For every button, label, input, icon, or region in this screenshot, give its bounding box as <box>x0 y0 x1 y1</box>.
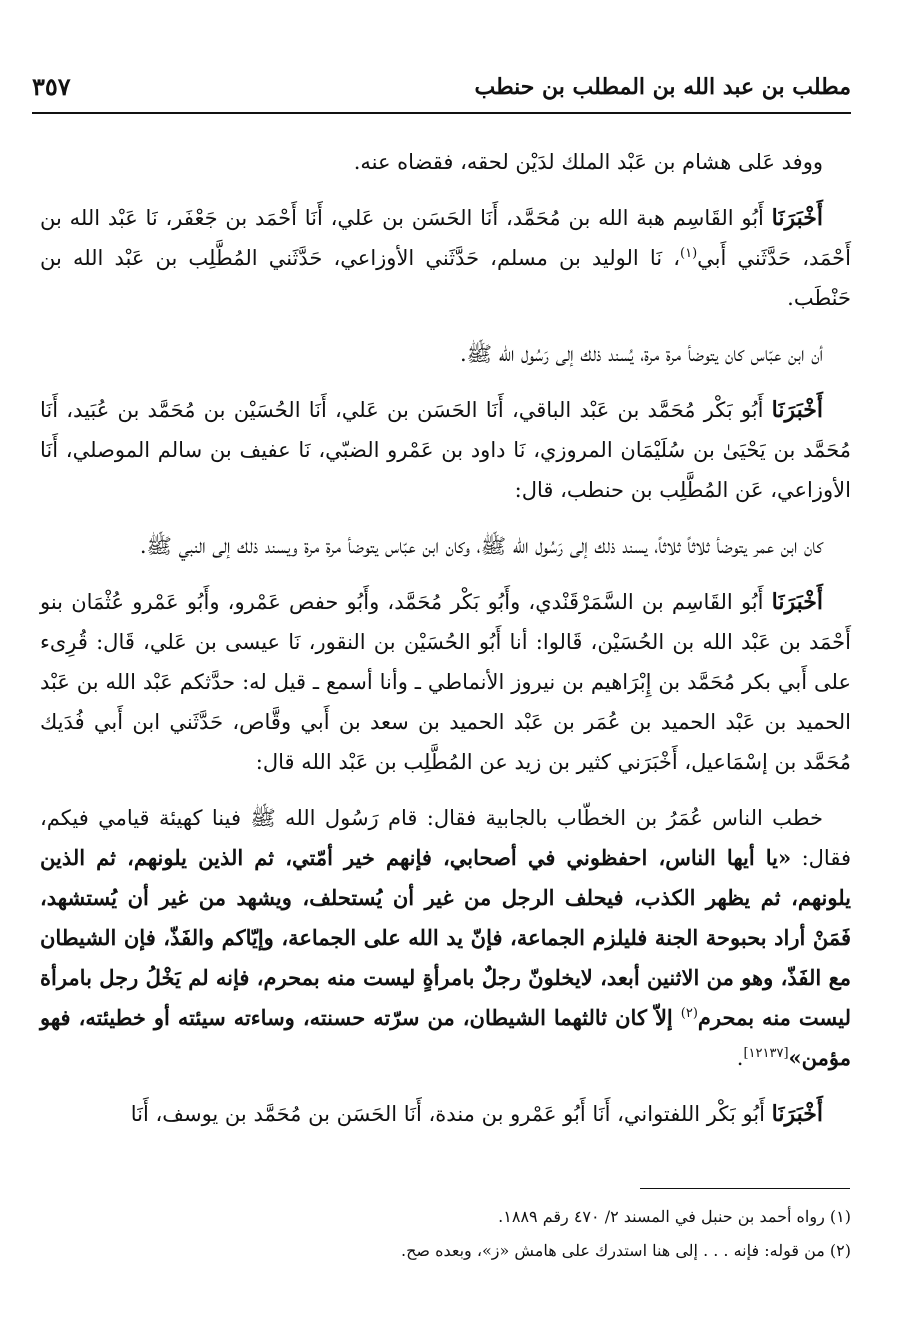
paragraph-5 <box>40 526 851 566</box>
hadith-text: «يا أيها الناس، احفظوني في أصحابي، فإنهم خير أمّتي، ثم الذين يلونهم، ثم الذين يلونهم، ثم يظهر الكذب، فيحلف الرجل من غير أن يُستحلف، ويشهد من غير أن يُستشهد، فَمَنْ أراد بحبوحة الجنة فليلزم الجماعة، فإنّ يد الله على الجماعة، وإيّاكم والفَذّ، فإن الشيطان مع الفَذّ، وهو من الاثنين أبعد، لايخلونّ رجلٌ بامرأةٍ ليست منه بمحرم، فإنه لم يَخْلُ رجل بامرأة ليست منه بمحرم <box>40 845 852 1030</box>
period: . <box>736 1046 744 1070</box>
footnotes <box>200 1200 851 1268</box>
page-number: ٣٥٧ <box>32 72 71 101</box>
isnad-text-cont: ، نَا الوليد بن مسلم، حَدَّثَني الأوزاعي، حَدَّثَني المُطَّلِب بن عَبْد الله بن حَنْطَب. <box>40 246 851 310</box>
paragraph-1 <box>40 142 851 182</box>
isnad-text: أَبُو بَكْر اللفتواني، أَنَا أَبُو عَمْرو بن مندة، أَنَا الحَسَن بن مُحَمَّد بن يوسف، أَنَا <box>130 1102 772 1126</box>
isnad-text: أَبُو بَكْر مُحَمَّد بن عَبْد الباقي، أَنَا الحَسَن بن عَلي، أَنَا الحُسَيْن بن مُحَمَّد بن عُبَيد، أَنَا مُحَمَّد بن يَحْيَىٰ بن سُلَيْمَان المروزي، نَا داود بن عَمْرو الضبّي، نَا عفيف بن سالم الموصلي، أَنَا الأوزاعي، عَن المُطَّلِب بن حنطب، قال: <box>40 398 851 502</box>
footnote-divider <box>640 1188 850 1189</box>
paragraph-2 <box>40 198 851 318</box>
footnote-ref-1: (١) <box>680 246 698 261</box>
matn-text: كان ابن عمر يتوضأ ثلاثاً ثلاثاً، يسند ذلك إلى رَسُول الله ﷺ، وكان ابن عبّاس يتوضأ مرة مرة ويسند ذلك إلى النبي ﷺ. <box>139 534 823 558</box>
paragraph-6 <box>40 582 851 782</box>
footnote-ref-2: (٢) <box>680 1006 698 1021</box>
footnote-2: (٢) من قوله: فإنه . . . إلى هنا استدرك على هامش «ز»، وبعده صح. <box>400 1241 851 1260</box>
matn-text: أن ابن عبّاس كان يتوضأ مرة مرة، يُسند ذلك إلى رَسُول الله ﷺ. <box>459 342 823 366</box>
paragraph-4 <box>40 390 851 510</box>
running-title: مطلب بن عبد الله بن المطلب بن حنطب <box>474 74 851 100</box>
paragraph-1-text: ووفد عَلى هشام بن عَبْد الملك لدَيْن لحقه، فقضاه عنه. <box>353 150 823 174</box>
matn-intro: خطب الناس عُمَرُ بن الخطّاب بالجابية فقال: قام رَسُول الله ﷺ فينا كهيئة قيامي فيكم، فقال: <box>40 806 851 870</box>
main-text <box>40 142 851 1150</box>
footnote-1: (١) رواه أحمد بن حنبل في المسند ٢/ ٤٧٠ رقم ١٨٨٩. <box>498 1207 851 1226</box>
isnad-text: أَبُو القَاسِم بن السَّمَرْقَنْدي، وأَبُو بَكْر مُحَمَّد، وأَبُو حفص عَمْرو، وأَبُو عَمْرو عُثْمَان بنو أَحْمَد بن عَبْد الله بن الحُسَيْن، قَالوا: أنا أَبُو الحُسَيْن بن النقور، نَا عيسى بن عَلي، قَال: قُرِىء على أَبي بكر مُحَمَّد بن إِبْرَاهيم بن نيروز الأنماطي ـ وأنا أسمع ـ قيل له: حدَّثكم عَبْد الله بن عَبْد الحميد بن عَبْد الحميد بن عُمَر بن عَبْد الحميد بن سعد بن أَبي وقَّاص، حَدَّثَني ابن أَبي فُدَيك مُحَمَّد بن إسْمَاعيل، أَخْبَرَني كثير بن زيد عن المُطَّلِب بن عَبْد الله قال: <box>40 590 851 774</box>
hadith-text-cont: إلاّ كان ثالثهما الشيطان، من سرّته حسنته، وساءته سيئته أو خطيئته، فهو مؤمن» <box>40 1005 851 1070</box>
akhbarana-lead: أَخْبَرَنَا <box>771 589 823 615</box>
akhbarana-lead: أَخْبَرَنَا <box>771 205 823 231</box>
isnad-text: أَبُو القَاسِم هبة الله بن مُحَمَّد، أَنَا الحَسَن بن عَلي، أَنَا أَحْمَد بن جَعْفَر، نَا عَبْد الله بن أَحْمَد، حَدَّثَني أَبي <box>40 206 851 270</box>
hadith-number: [١٢١٣٧] <box>743 1046 789 1061</box>
page-header <box>32 72 851 114</box>
paragraph-8 <box>40 1094 851 1134</box>
paragraph-3 <box>40 334 851 374</box>
akhbarana-lead: أَخْبَرَنَا <box>771 397 823 423</box>
akhbarana-lead: أَخْبَرَنَا <box>771 1101 823 1127</box>
paragraph-7 <box>40 798 851 1078</box>
